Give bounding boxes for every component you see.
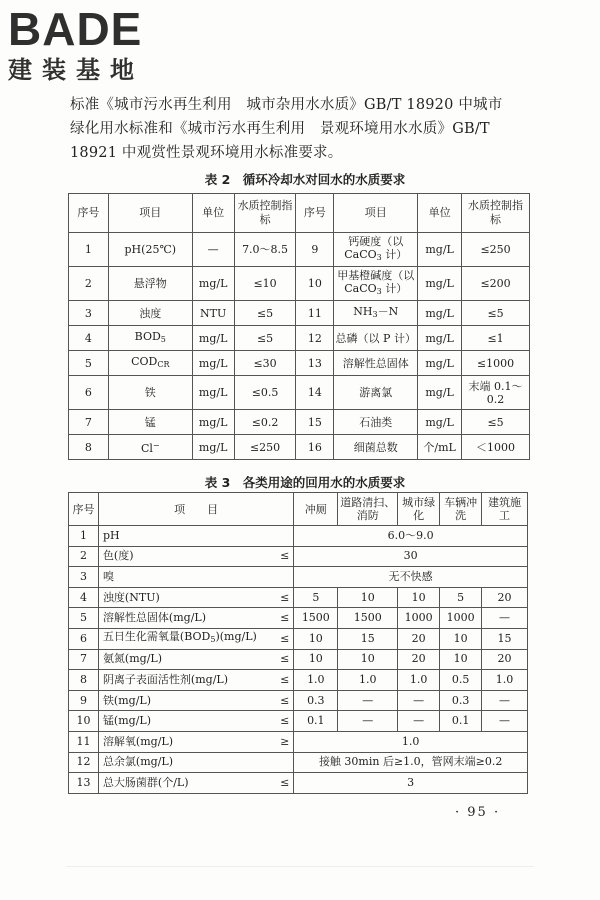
table-cell: 9 <box>296 233 334 267</box>
table-row <box>69 301 530 326</box>
table-cell: ≤250 <box>462 233 530 267</box>
column-header: 水质控制指标 <box>462 194 530 233</box>
table-cell: 15 <box>482 628 528 649</box>
table-cell: mg/L <box>418 376 462 410</box>
table-cell: — <box>338 711 398 732</box>
column-header: 建筑施工 <box>482 493 528 526</box>
table-cell: mg/L <box>418 410 462 435</box>
table-cell: 8 <box>69 435 109 460</box>
comparison-operator: ≤ <box>268 608 294 629</box>
logo-brand: BADE <box>8 3 143 55</box>
comparison-operator: ≤ <box>268 690 294 711</box>
column-header: 项 目 <box>98 493 293 526</box>
table-cell: 20 <box>482 587 528 608</box>
item-name: 五日生化需氧量$(BOD_5)(mg/L)$ <box>98 628 267 649</box>
row-number: 4 <box>69 587 99 608</box>
table-cell: pH(25℃) <box>108 233 192 267</box>
table-cell: — <box>482 608 528 629</box>
intro-paragraph <box>70 93 540 165</box>
item-name: 铁(mg/L) <box>98 690 267 711</box>
table-row <box>69 587 528 608</box>
table-header-row <box>69 194 530 233</box>
table-cell: 10 <box>296 267 334 301</box>
table-cell: — <box>482 711 528 732</box>
table-cell: 铁 <box>108 376 192 410</box>
table-cell: 甲基橙碱度（以 CaCO$_3$ 计） <box>334 267 418 301</box>
table-cell: 0.1 <box>440 711 482 732</box>
column-header: 序号 <box>69 194 109 233</box>
table2-caption: 表 2 循环冷却水对回水的水质要求 <box>204 172 406 187</box>
logo-subtitle: 建装基地 <box>8 56 144 84</box>
row-number: 2 <box>69 546 99 567</box>
table-cell: — <box>398 711 440 732</box>
table-cell: mg/L <box>192 351 234 376</box>
table-row <box>69 711 528 732</box>
row-number: 10 <box>69 711 99 732</box>
column-header: 项目 <box>334 194 418 233</box>
table-cell: ≤0.2 <box>234 410 296 435</box>
table-row <box>69 526 528 547</box>
logo <box>8 3 178 86</box>
table-cell: 细菌总数 <box>334 435 418 460</box>
comparison-operator: ≤ <box>268 773 294 794</box>
table-cell: 7 <box>69 410 109 435</box>
merged-value: 3 <box>294 773 528 794</box>
row-number: 1 <box>69 526 99 547</box>
table-cell: 锰 <box>108 410 192 435</box>
table-row <box>69 567 528 588</box>
table-cell: 1500 <box>338 608 398 629</box>
item-name: 锰(mg/L) <box>98 711 267 732</box>
table-cell: ≤5 <box>234 301 296 326</box>
table-row <box>69 546 528 567</box>
table-cell: 1.0 <box>294 670 338 691</box>
table-cell: 0.5 <box>440 670 482 691</box>
item-name: 嗅 <box>98 567 267 588</box>
comparison-operator: ≤ <box>268 711 294 732</box>
item-name: 总余氯(mg/L) <box>98 752 267 773</box>
row-number: 8 <box>69 670 99 691</box>
table-row <box>69 351 530 376</box>
table-cell: — <box>482 690 528 711</box>
table-cell: mg/L <box>192 267 234 301</box>
footer-rule <box>66 866 534 867</box>
table-cell: 石油类 <box>334 410 418 435</box>
intro-line: 18921 中观赏性景观环境用水标准要求。 <box>70 145 343 161</box>
table-row <box>69 752 528 773</box>
comparison-operator <box>268 526 294 547</box>
row-number: 12 <box>69 752 99 773</box>
table-row <box>69 233 530 267</box>
table-cell: 0.3 <box>440 690 482 711</box>
column-header: 车辆冲洗 <box>440 493 482 526</box>
table-cell: 0.3 <box>294 690 338 711</box>
table-cell: mg/L <box>418 301 462 326</box>
comparison-operator <box>268 752 294 773</box>
table-cell: 悬浮物 <box>108 267 192 301</box>
column-header: 项目 <box>108 194 192 233</box>
table-cell: $BOD_5$ <box>108 326 192 351</box>
table-cell: 10 <box>440 628 482 649</box>
row-number: 3 <box>69 567 99 588</box>
table-row <box>69 435 530 460</box>
table2 <box>68 193 530 460</box>
merged-value: 6.0～9.0 <box>294 526 528 547</box>
table-cell: 10 <box>338 587 398 608</box>
table-cell: mg/L <box>192 326 234 351</box>
table-cell: 11 <box>296 301 334 326</box>
page-number: · 95 · <box>455 805 501 820</box>
table-cell: 2 <box>69 267 109 301</box>
table-cell: ≤250 <box>234 435 296 460</box>
comparison-operator: ≤ <box>268 649 294 670</box>
table-cell: ＜1000 <box>462 435 530 460</box>
merged-value: 1.0 <box>294 731 528 752</box>
table-cell: 10 <box>338 649 398 670</box>
table-cell: 游离氯 <box>334 376 418 410</box>
merged-value: 接触 30min 后≥1.0，管网末端≥0.2 <box>294 752 528 773</box>
comparison-operator: ≤ <box>268 587 294 608</box>
table-cell: 20 <box>398 649 440 670</box>
table-cell: 16 <box>296 435 334 460</box>
comparison-operator: ≥ <box>268 731 294 752</box>
table-cell: 个/mL <box>418 435 462 460</box>
item-name: 色(度) <box>98 546 267 567</box>
table-row <box>69 649 528 670</box>
table-cell: 20 <box>398 628 440 649</box>
table-cell: mg/L <box>418 351 462 376</box>
merged-value: 30 <box>294 546 528 567</box>
table-cell: 0.1 <box>294 711 338 732</box>
table-cell: 1.0 <box>338 670 398 691</box>
table-cell: ≤5 <box>234 326 296 351</box>
table-row <box>69 410 530 435</box>
table-cell: 1.0 <box>398 670 440 691</box>
row-number: 5 <box>69 608 99 629</box>
table-cell: ≤10 <box>234 267 296 301</box>
table-cell: 7.0～8.5 <box>234 233 296 267</box>
table-cell: 1 <box>69 233 109 267</box>
intro-line: 绿化用水标准和《城市污水再生利用 景观环境用水水质》GB/T <box>70 121 490 137</box>
table-cell: NTU <box>192 301 234 326</box>
table-row <box>69 731 528 752</box>
table-cell: 1.0 <box>482 670 528 691</box>
table-cell: 1000 <box>440 608 482 629</box>
item-name: 溶解氧(mg/L) <box>98 731 267 752</box>
table-cell: mg/L <box>192 435 234 460</box>
table-cell: 10 <box>440 649 482 670</box>
table-cell: ≤30 <box>234 351 296 376</box>
table-cell: Cl− <box>108 435 192 460</box>
table-cell: 4 <box>69 326 109 351</box>
table3 <box>68 492 528 794</box>
table-cell: ≤200 <box>462 267 530 301</box>
table-cell: 15 <box>296 410 334 435</box>
table-cell: 5 <box>69 351 109 376</box>
table-cell: 15 <box>338 628 398 649</box>
item-name: 阴离子表面活性剂(mg/L) <box>98 670 267 691</box>
item-name: 氨氮(mg/L) <box>98 649 267 670</box>
merged-value: 无不快感 <box>294 567 528 588</box>
table-cell: ≤5 <box>462 410 530 435</box>
table-cell: 10 <box>398 587 440 608</box>
column-header: 冲厕 <box>294 493 338 526</box>
table-cell: 20 <box>482 649 528 670</box>
table-row <box>69 773 528 794</box>
table-row <box>69 376 530 410</box>
row-number: 13 <box>69 773 99 794</box>
table-cell: $NH_3-N$ <box>334 301 418 326</box>
column-header: 序号 <box>296 194 334 233</box>
row-number: 11 <box>69 731 99 752</box>
table-cell: 10 <box>294 649 338 670</box>
table-cell: ≤5 <box>462 301 530 326</box>
table-cell: 1500 <box>294 608 338 629</box>
comparison-operator: ≤ <box>268 670 294 691</box>
table-cell: 3 <box>69 301 109 326</box>
table-cell: 总磷（以 P 计） <box>334 326 418 351</box>
table-cell: mg/L <box>192 410 234 435</box>
table-cell: 溶解性总固体 <box>334 351 418 376</box>
comparison-operator <box>268 567 294 588</box>
table-cell: 浊度 <box>108 301 192 326</box>
column-header: 序号 <box>69 493 99 526</box>
table-row <box>69 267 530 301</box>
table-cell: 5 <box>294 587 338 608</box>
table-cell: 13 <box>296 351 334 376</box>
table-cell: — <box>398 690 440 711</box>
column-header: 单位 <box>418 194 462 233</box>
table-cell: ≤0.5 <box>234 376 296 410</box>
table-cell: 6 <box>69 376 109 410</box>
table-row <box>69 326 530 351</box>
table-row <box>69 608 528 629</box>
table-cell: $COD_{CR}$ <box>108 351 192 376</box>
item-name: 总大肠菌群(个/L) <box>98 773 267 794</box>
table3-caption: 表 3 各类用途的回用水的水质要求 <box>204 475 406 490</box>
item-name: pH <box>98 526 267 547</box>
table-cell: 5 <box>440 587 482 608</box>
column-header: 城市绿化 <box>398 493 440 526</box>
comparison-operator: ≤ <box>268 628 294 649</box>
row-number: 6 <box>69 628 99 649</box>
table-row <box>69 628 528 649</box>
table-cell: mg/L <box>418 267 462 301</box>
comparison-operator: ≤ <box>268 546 294 567</box>
item-name: 浊度(NTU) <box>98 587 267 608</box>
item-name: 溶解性总固体(mg/L) <box>98 608 267 629</box>
table-cell: mg/L <box>418 233 462 267</box>
row-number: 7 <box>69 649 99 670</box>
table-cell: 12 <box>296 326 334 351</box>
table-row <box>69 670 528 691</box>
table-cell: mg/L <box>418 326 462 351</box>
table-cell: 10 <box>294 628 338 649</box>
row-number: 9 <box>69 690 99 711</box>
table-cell: — <box>338 690 398 711</box>
table-cell: 14 <box>296 376 334 410</box>
table-cell: mg/L <box>192 376 234 410</box>
table-cell: — <box>192 233 234 267</box>
intro-line: 标准《城市污水再生利用 城市杂用水水质》GB/T 18920 中城市 <box>70 97 503 113</box>
table-cell: 1000 <box>398 608 440 629</box>
table-cell: ≤1 <box>462 326 530 351</box>
table-cell: ≤1000 <box>462 351 530 376</box>
table-cell: 钙硬度（以 CaCO$_3$ 计） <box>334 233 418 267</box>
table-cell: 末端 0.1～0.2 <box>462 376 530 410</box>
column-header: 道路清扫、消防 <box>338 493 398 526</box>
column-header: 水质控制指标 <box>234 194 296 233</box>
table-header-row <box>69 493 528 526</box>
table-row <box>69 690 528 711</box>
column-header: 单位 <box>192 194 234 233</box>
